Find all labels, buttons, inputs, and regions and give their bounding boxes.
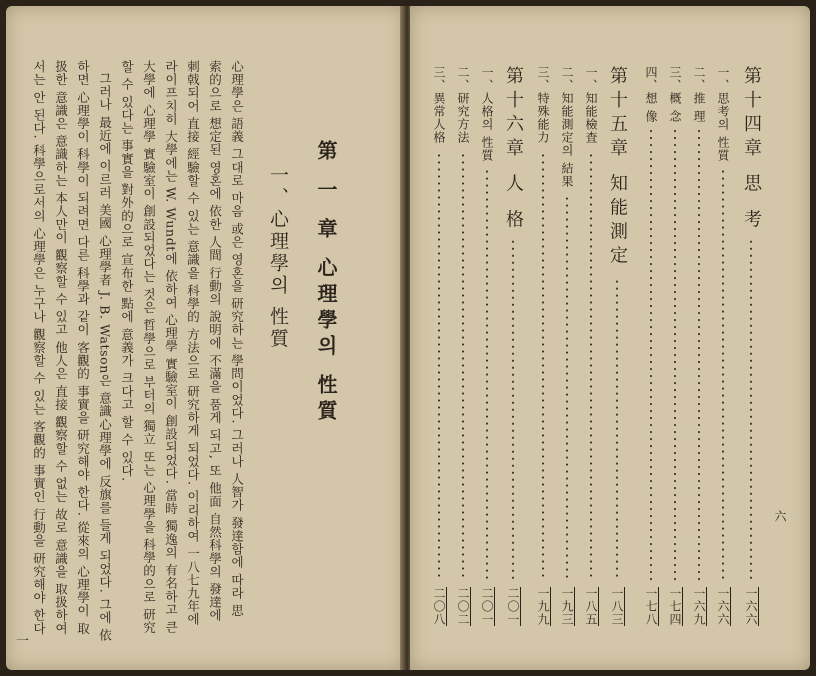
toc-entry xyxy=(710,66,736,626)
toc-page: 二〇二 xyxy=(456,587,470,626)
toc-leader-dots xyxy=(590,150,592,581)
toc-entry xyxy=(450,66,476,626)
body-line: 大學에 心理學 實驗室이 創設되었다는 것은 哲學으로 부터의 獨立 또는 心理學을 科學的으로 研究 xyxy=(141,60,157,635)
toc-label: 二、推 理 xyxy=(692,66,706,123)
toc-leader-dots xyxy=(438,150,440,581)
toc-entry xyxy=(426,66,452,626)
toc-label: 二、研究方法 xyxy=(456,66,470,144)
toc-leader-dots xyxy=(542,150,544,581)
toc-leader-dots xyxy=(462,150,464,581)
body-line: 라이프치히 大學에는 W. Wundt에 依하여 心理學 實驗室이 創設되었다. 當時 獨逸의 有名하고 큰 xyxy=(163,60,179,634)
toc-page: 一六六 xyxy=(716,587,730,626)
toc-entry xyxy=(686,66,712,626)
toc-page: 一六六 xyxy=(744,587,758,626)
toc-leader-dots xyxy=(698,129,700,581)
body-line: 扱한 意識은 意識하는 本人만이 觀察할 수 있고 他人은 直接 觀察할 수 없는 故로 意識을 取扱하여 xyxy=(53,60,69,635)
toc-entry xyxy=(578,66,604,626)
section-title: 一、心理學의 性質 xyxy=(267,165,289,351)
toc-label: 一、知能檢査 xyxy=(584,66,598,144)
toc-page: 一八三 xyxy=(610,587,624,626)
toc-leader-dots xyxy=(750,239,752,581)
body-line: 刺戟되어 直接 經驗할 수 있는 意識을 科學的 方法으로 研究하게 되었다. 이리하여 一八七九年에 xyxy=(185,60,201,626)
body-line: 그러나 最近에 이르러 美國 心理學者 J. B. Watson은 意識心理學에 反旗를 들게 되었다. 그에 依 xyxy=(97,72,113,642)
toc-entry xyxy=(604,66,630,626)
body-line: 하면 心理學이 科學이 되려면 다른 科學과 같이 客觀的 事實을 研究해야 한다. 從來의 心理學이 取 xyxy=(75,60,91,635)
toc-page: 一九三 xyxy=(560,587,574,626)
toc-entry xyxy=(530,66,556,626)
toc-entry xyxy=(474,66,500,626)
toc-label: 一、思考의 性質 xyxy=(716,66,730,162)
body-line: 서는 안 된다. 科學으로서의 心理學은 누구나 觀察할 수 있는 客觀的 事實인 行動을 研究해야 한다 xyxy=(31,60,47,635)
body-line: 心理學은 語義 그대로 마음 或은 영혼을 研究하는 學問이었다. 그러나 人智가 發達함에 따라 思 xyxy=(229,60,245,618)
toc-leader-dots xyxy=(674,129,676,581)
toc-entry xyxy=(662,66,688,626)
toc-label: 三、概 念 xyxy=(668,66,682,123)
toc-label: 二、知能測定의 結果 xyxy=(560,66,574,188)
toc-page: 二〇一 xyxy=(480,587,494,626)
toc-leader-dots xyxy=(650,129,652,581)
toc-leader-dots xyxy=(512,239,514,581)
toc-page: 二〇八 xyxy=(432,587,446,626)
body-line: 索的으로 想定된 영혼에 依한 人間 行動의 說明에 不滿을 품게 되고, 또 他面 自然科學의 發達에 xyxy=(207,60,223,622)
toc-leader-dots xyxy=(566,194,568,581)
toc-leader-dots xyxy=(722,168,724,581)
toc-label: 第十六章 人 格 xyxy=(503,66,524,234)
toc-page: 一八五 xyxy=(584,587,598,626)
toc-leader-dots xyxy=(486,168,488,581)
toc-label: 三、異常人格 xyxy=(432,66,446,144)
toc-page: 一七八 xyxy=(644,587,658,626)
toc-entry xyxy=(638,66,664,626)
toc-page: 二〇一 xyxy=(506,587,520,626)
toc-page: 一六九 xyxy=(692,587,706,626)
toc-label: 第十四章 思 考 xyxy=(741,66,762,234)
toc-label: 一、人格의 性質 xyxy=(480,66,494,162)
toc-entry xyxy=(554,66,580,626)
toc-entry xyxy=(500,66,526,626)
toc-label: 第十五章 知能測定 xyxy=(607,66,628,270)
body-line: 할 수 있다는 事實을 對外的으로 宣布한 點에 意義가 크다고 할 수 있다. xyxy=(119,60,135,482)
page-number-right: 六 xyxy=(773,510,787,522)
toc-page: 一七四 xyxy=(668,587,682,626)
toc-page: 一九九 xyxy=(536,587,550,626)
toc-entry xyxy=(738,66,764,626)
toc-label: 三、特殊能力 xyxy=(536,66,550,144)
page-number-left: 一 xyxy=(16,634,30,649)
toc-leader-dots xyxy=(616,276,618,581)
chapter-title: 第 一 章 心理學의 性質 xyxy=(314,140,338,426)
toc-label: 四、想 像 xyxy=(644,66,658,123)
